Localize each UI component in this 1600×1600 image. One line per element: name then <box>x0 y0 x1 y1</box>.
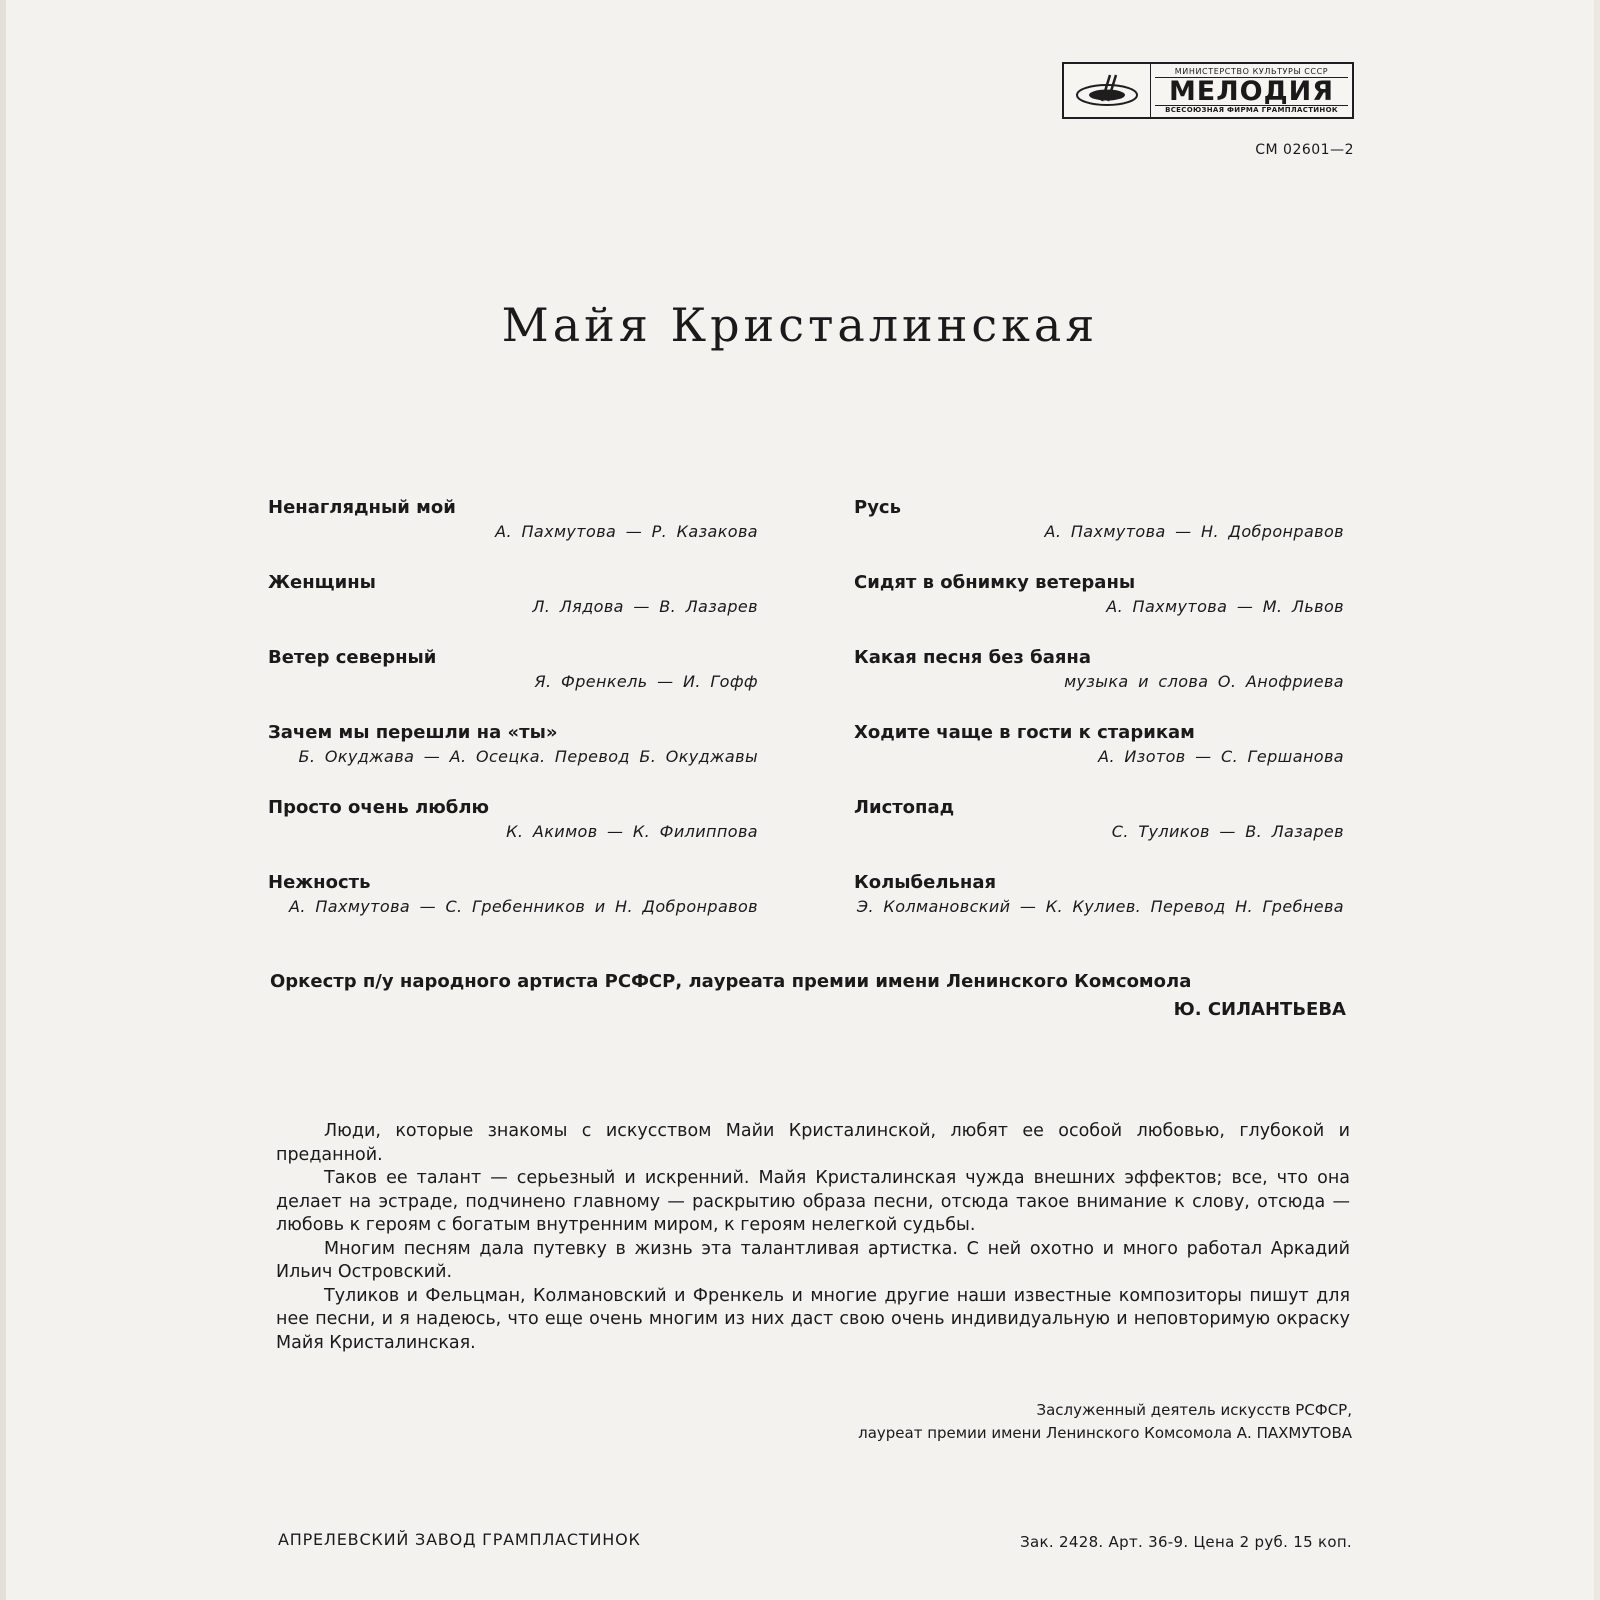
track-title: Ветер северный <box>268 647 437 668</box>
track-item <box>268 496 758 571</box>
track-item <box>268 721 758 796</box>
track-title: Какая песня без баяна <box>854 647 1091 668</box>
album-title: Майя Кристалинская <box>501 298 1099 352</box>
track-item <box>854 571 1344 646</box>
track-credits: А. Пахмутова — Р. Казакова <box>495 522 758 541</box>
liner-paragraph: Туликов и Фельцман, Колмановский и Френкель и многие другие наши известные композиторы пишут для нее песни, и я надеюсь, что еще очень многим из них даст свою очень индивидуальную и неповторимую окраску Майя Кристалинская. <box>276 1285 1350 1353</box>
track-item <box>268 796 758 871</box>
track-title: Сидят в обнимку ветераны <box>854 572 1136 593</box>
track-credits: А. Пахмутова — М. Львов <box>1106 597 1344 616</box>
track-title: Нежность <box>268 872 371 893</box>
manufacturer: АПРЕЛЕВСКИЙ ЗАВОД ГРАМПЛАСТИНОК <box>278 1530 641 1549</box>
track-title: Просто очень люблю <box>268 797 490 818</box>
track-credits: А. Пахмутова — Н. Добронравов <box>1044 522 1344 541</box>
track-item <box>854 646 1344 721</box>
signature-line-1: Заслуженный деятель искусств РСФСР, <box>1036 1401 1352 1419</box>
track-item <box>268 646 758 721</box>
liner-paragraph: Люди, которые знакомы с искусством Майи Кристалинской, любят ее особой любовью, глубокой и преданной. <box>276 1121 1350 1165</box>
track-credits: Л. Лядова — В. Лазарев <box>532 597 758 616</box>
track-credits: Я. Френкель — И. Гофф <box>534 672 758 691</box>
track-item <box>854 796 1344 871</box>
track-title: Ходите чаще в гости к старикам <box>854 722 1195 743</box>
track-title: Женщины <box>268 572 376 593</box>
liner-notes <box>276 1120 1350 1355</box>
orchestra-conductor: Ю. СИЛАНТЬЕВА <box>1173 999 1346 1020</box>
track-item <box>854 871 1344 946</box>
track-credits: С. Туликов — В. Лазарев <box>1111 822 1344 841</box>
track-credits: К. Акимов — К. Филиппова <box>506 822 758 841</box>
tracklist-side-two <box>854 496 1344 946</box>
liner-paragraph: Таков ее талант — серьезный и искренний. Майя Кристалинская чужда внешних эффектов; все, что она делает на эстраде, подчинено главному — раскрытию образа песни, отсюда такое внимание к слову, отсюда — любовь к героям с богатым внутренним миром, к героям нелегкой судьбы. <box>276 1168 1350 1235</box>
track-title: Колыбельная <box>854 872 997 893</box>
track-credits: Б. Окуджава — А. Осецка. Перевод Б. Окуджавы <box>298 747 758 766</box>
track-item <box>854 721 1344 796</box>
liner-signature <box>858 1399 1352 1445</box>
track-title: Зачем мы перешли на «ты» <box>268 722 558 743</box>
order-info: Зак. 2428. Арт. 36-9. Цена 2 руб. 15 коп. <box>1020 1533 1352 1551</box>
track-credits: А. Пахмутова — С. Гребенников и Н. Добронравов <box>289 897 758 916</box>
track-item <box>854 496 1344 571</box>
orchestra-line: Оркестр п/у народного артиста РСФСР, лауреата премии имени Ленинского Комсомола <box>270 971 1192 992</box>
liner-paragraph: Многим песням дала путевку в жизнь эта талантливая артистка. С ней охотно и много работал Аркадий Ильич Островский. <box>276 1238 1350 1282</box>
track-item <box>268 871 758 946</box>
melodiya-emblem-icon <box>1064 64 1151 117</box>
logo-firm: ВСЕСОЮЗНАЯ ФИРМА ГРАМПЛАСТИНОК <box>1155 105 1348 115</box>
track-title: Листопад <box>854 797 955 818</box>
tracklist-side-one <box>268 496 758 946</box>
sleeve-edge-right <box>1594 0 1600 1600</box>
logo-ministry: МИНИСТЕРСТВО КУЛЬТУРЫ СССР <box>1155 67 1348 78</box>
track-credits: А. Изотов — С. Гершанова <box>1098 747 1344 766</box>
melodiya-logo <box>1062 62 1354 119</box>
track-title: Ненаглядный мой <box>268 497 456 518</box>
catalog-number: СМ 02601—2 <box>1255 142 1354 158</box>
sleeve-edge-left <box>0 0 6 1600</box>
logo-brand: МЕЛОДИЯ <box>1168 75 1335 107</box>
track-item <box>268 571 758 646</box>
signature-line-2: лауреат премии имени Ленинского Комсомола А. ПАХМУТОВА <box>858 1424 1352 1442</box>
track-credits: Э. Колмановский — К. Кулиев. Перевод Н. Гребнева <box>856 897 1344 916</box>
orchestra-credit <box>270 970 1346 1022</box>
track-credits: музыка и слова О. Анофриева <box>1064 672 1344 691</box>
track-title: Русь <box>854 497 901 518</box>
